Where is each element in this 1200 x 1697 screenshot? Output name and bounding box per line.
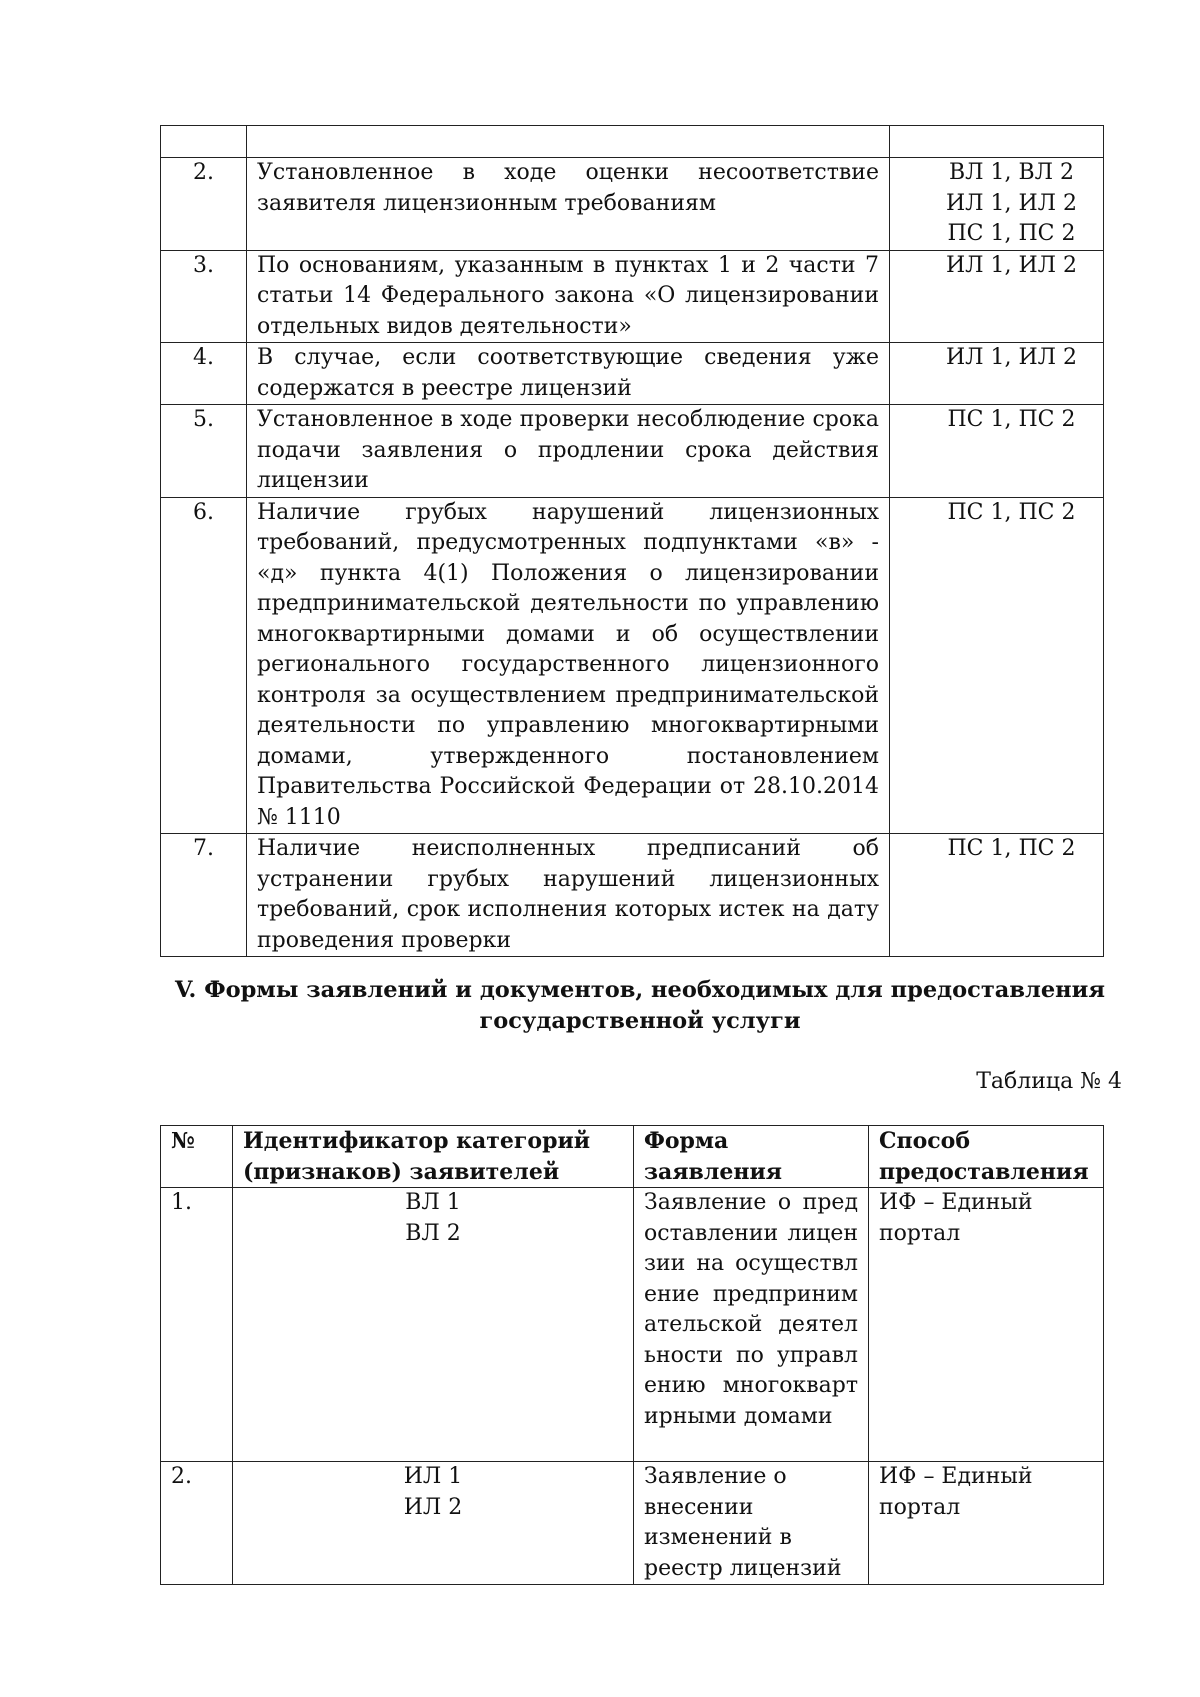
- row-number: 6.: [161, 497, 247, 834]
- row-codes: [233, 1188, 634, 1462]
- forms-table: [160, 1125, 1104, 1585]
- row-codes: [890, 126, 1104, 158]
- header-identifier: Идентификатор категорий (признаков) заявителей: [233, 1126, 634, 1188]
- row-codes: [890, 343, 1104, 405]
- row-description: В случае, если соответствующие сведения уже содержатся в реестре лицензий: [247, 343, 890, 405]
- code-line: ПС 1, ПС 2: [947, 836, 1076, 861]
- code-line: ПС 1, ПС 2: [947, 221, 1076, 246]
- row-number: 5.: [161, 405, 247, 498]
- row-number: 4.: [161, 343, 247, 405]
- grounds-table: [160, 125, 1104, 957]
- header-form: Форма заявления: [634, 1126, 869, 1188]
- row-form: Заявление о предоставлении лицензии на осуществление предпринимательской деятельности по управлению многоквартирными домами: [634, 1188, 869, 1462]
- row-description: По основаниям, указанным в пунктах 1 и 2 части 7 статьи 14 Федерального закона «О лицензировании отдельных видов деятельности»: [247, 250, 890, 343]
- row-description: Наличие неисполненных предписаний об устранении грубых нарушений лицензионных требований, срок исполнения которых истек на дату проведения проверки: [247, 834, 890, 957]
- row-codes: [890, 250, 1104, 343]
- table-row: [161, 1462, 1104, 1585]
- code-line: ПС 1, ПС 2: [947, 407, 1076, 432]
- table-header-row: [161, 1126, 1104, 1188]
- row-number: [161, 126, 247, 158]
- row-codes: [890, 834, 1104, 957]
- row-description: [247, 126, 890, 158]
- code-line: ВЛ 2: [405, 1220, 461, 1246]
- table-row: [161, 497, 1104, 834]
- section-title-line: V. Формы заявлений и документов, необходимых для предоставления: [175, 977, 1105, 1003]
- row-codes: [890, 158, 1104, 251]
- code-line: ИЛ 2: [403, 1494, 463, 1520]
- section-title: [160, 975, 1120, 1037]
- code-line: ВЛ 1, ВЛ 2: [948, 160, 1075, 185]
- row-form: Заявление о внесении изменений в реестр лицензий: [634, 1462, 869, 1585]
- table-caption: Таблица № 4: [976, 1069, 1122, 1094]
- table-row: [161, 126, 1104, 158]
- code-line: ВЛ 1: [405, 1190, 461, 1215]
- row-method: ИФ – Единый портал: [869, 1188, 1104, 1462]
- code-line: ИЛ 1, ИЛ 2: [945, 252, 1078, 278]
- table-row: [161, 834, 1104, 957]
- table-row: [161, 1188, 1104, 1462]
- code-line: ИЛ 1, ИЛ 2: [945, 190, 1078, 216]
- row-codes: [890, 405, 1104, 498]
- row-number: 7.: [161, 834, 247, 957]
- row-number: 3.: [161, 250, 247, 343]
- header-method: Способ предоставления: [869, 1126, 1104, 1188]
- row-number: 1.: [161, 1188, 233, 1462]
- row-number: 2.: [161, 1462, 233, 1585]
- table-row: [161, 343, 1104, 405]
- header-num: №: [161, 1126, 233, 1188]
- row-description: Установленное в ходе оценки несоответствие заявителя лицензионным требованиям: [247, 158, 890, 251]
- row-description: Наличие грубых нарушений лицензионных требований, предусмотренных подпунктами «в» - «д» пункта 4(1) Положения о лицензировании предпринимательской деятельности по управлению многоквартирными домами и об осуществлении регионального государственного лицензионного контроля за осуществлением предпринимательской деятельности по управлению многоквартирными домами, утвержденного постановлением Правительства Российской Федерации от 28.10.2014 № 1110: [247, 497, 890, 834]
- row-method: ИФ – Единый портал: [869, 1462, 1104, 1585]
- row-number: 2.: [161, 158, 247, 251]
- row-codes: [890, 497, 1104, 834]
- code-line: ИЛ 1, ИЛ 2: [945, 345, 1078, 370]
- row-description: Установленное в ходе проверки несоблюдение срока подачи заявления о продлении срока действия лицензии: [247, 405, 890, 498]
- code-line: ПС 1, ПС 2: [947, 499, 1076, 525]
- table-row: [161, 158, 1104, 251]
- section-title-line: государственной услуги: [479, 1008, 801, 1034]
- table-row: [161, 405, 1104, 498]
- table-row: [161, 250, 1104, 343]
- row-codes: [233, 1462, 634, 1585]
- code-line: ИЛ 1: [403, 1464, 463, 1489]
